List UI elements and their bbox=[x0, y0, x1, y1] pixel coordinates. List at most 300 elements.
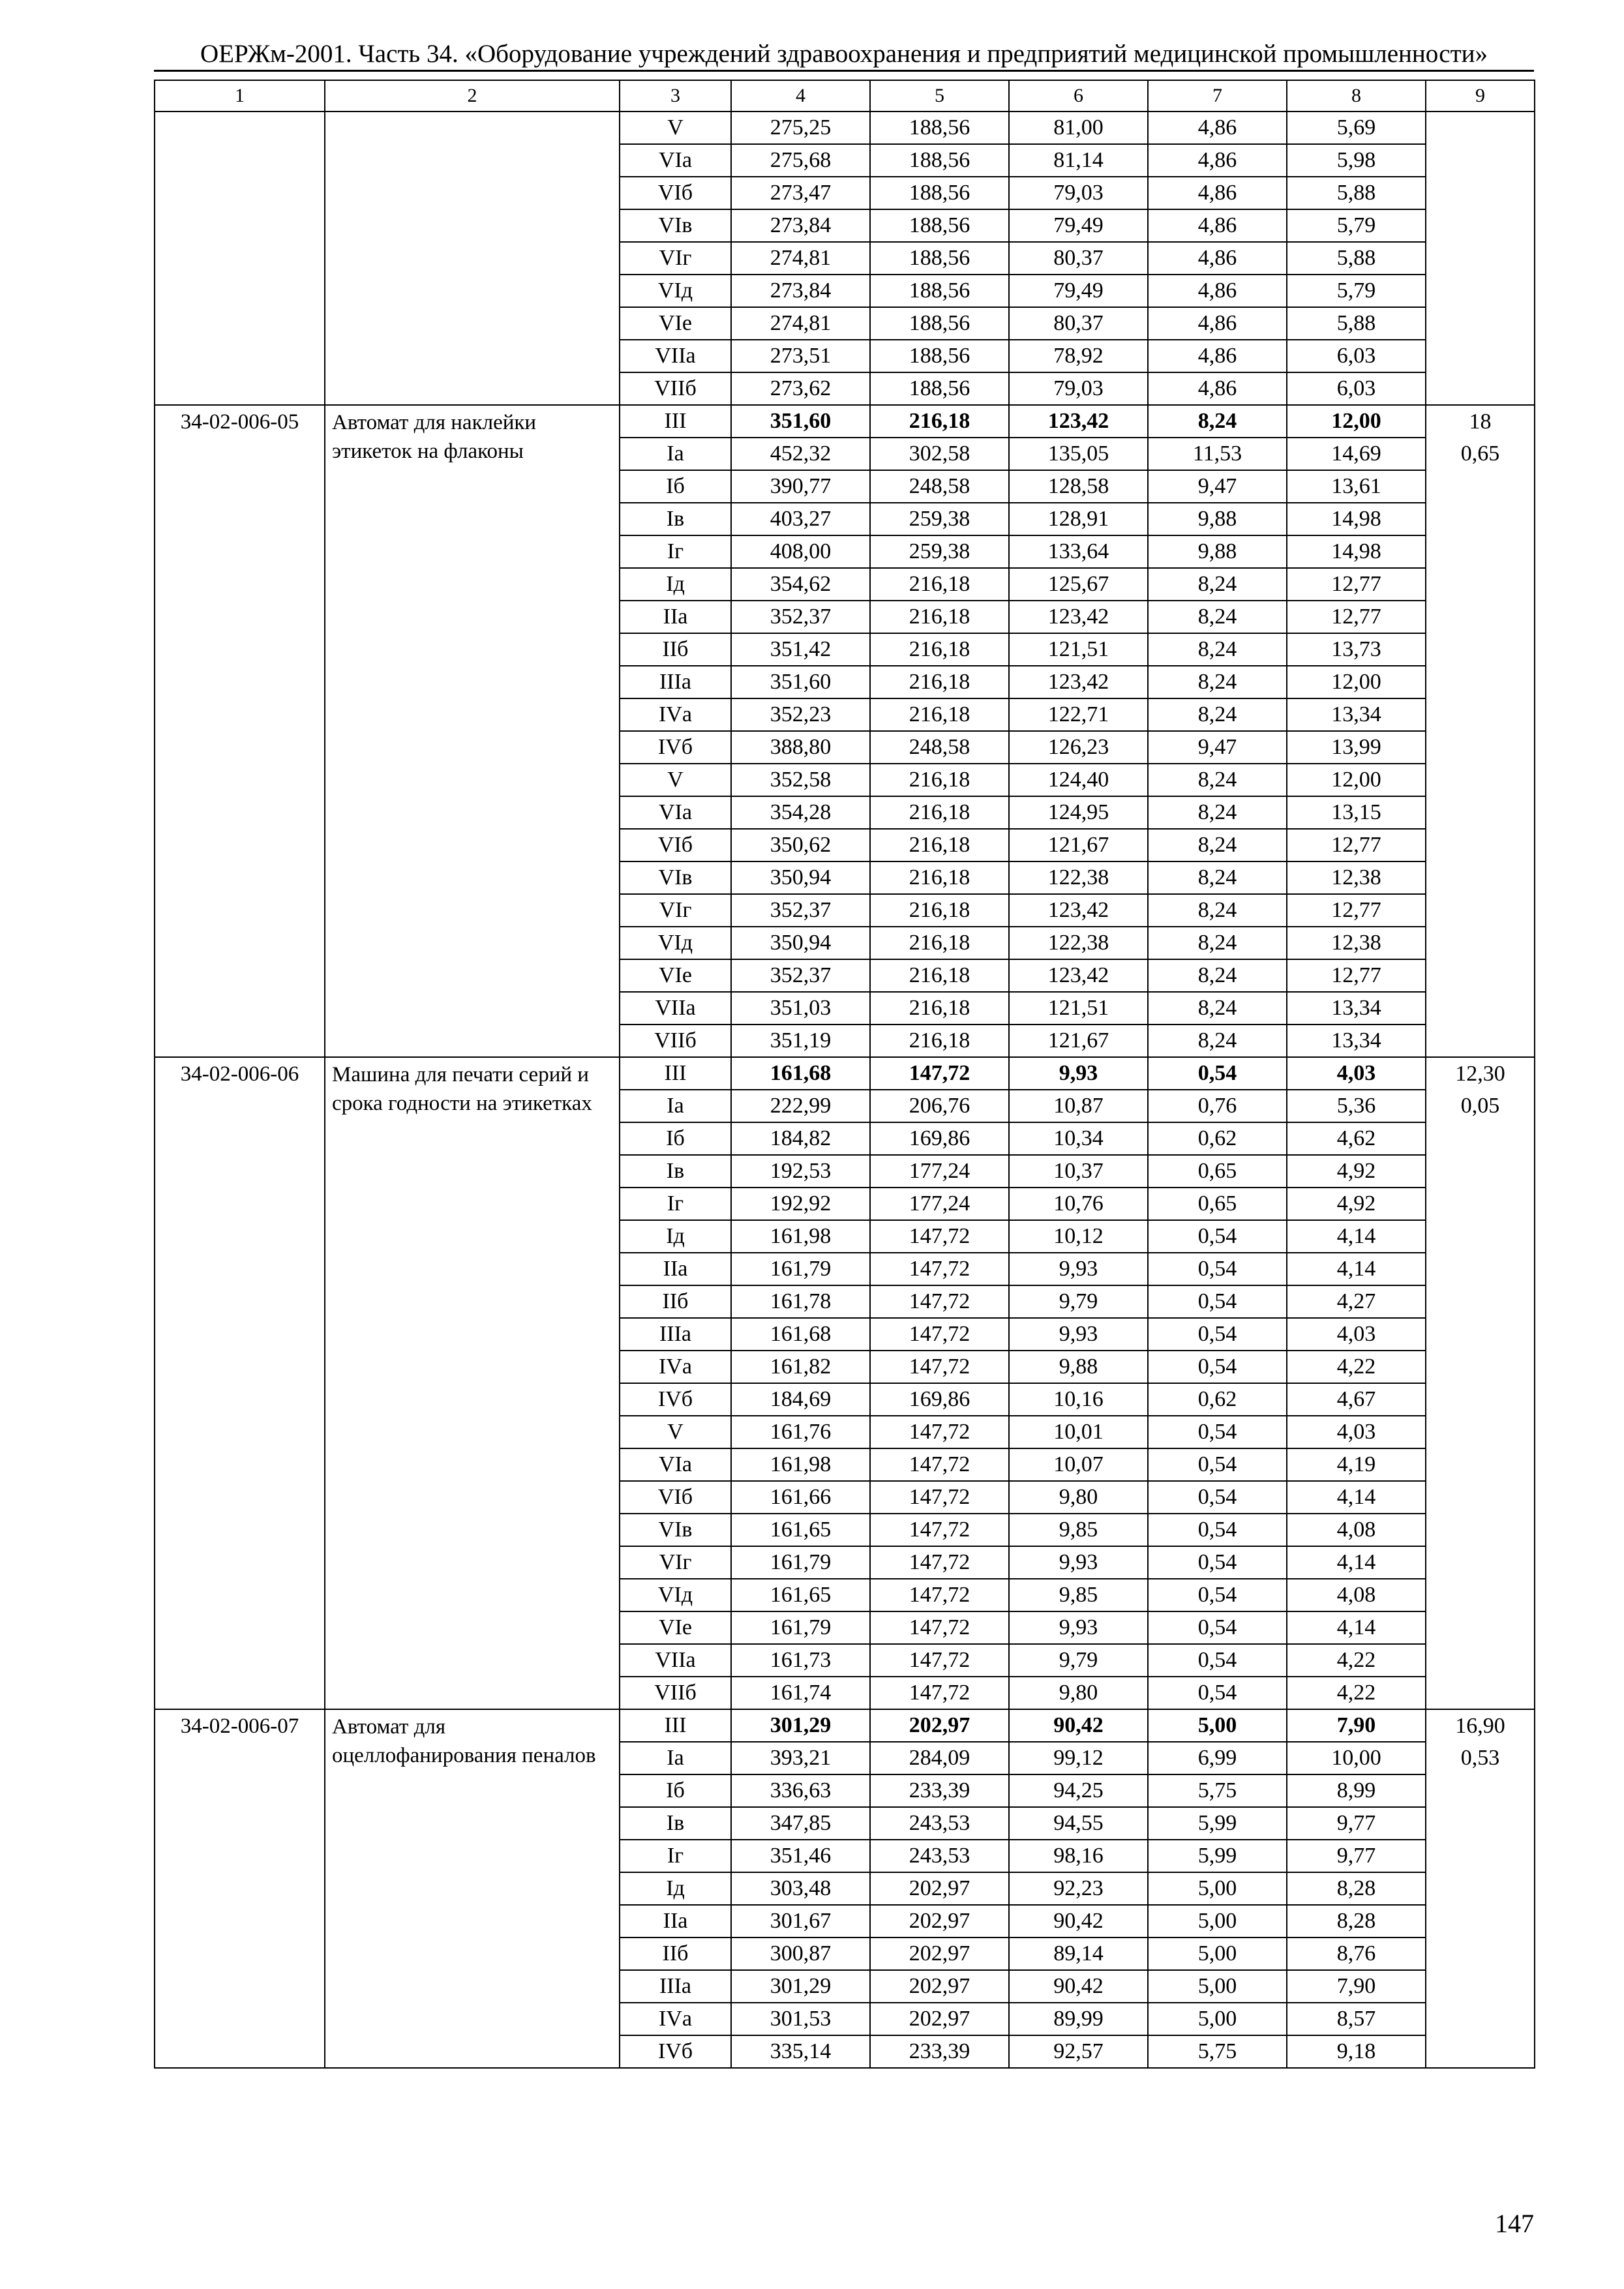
labor-cost bbox=[1426, 1155, 1535, 1188]
machine-operation: 90,42 bbox=[1009, 1709, 1148, 1742]
zone-code: Iа bbox=[620, 1742, 731, 1774]
wages: 147,72 bbox=[870, 1351, 1009, 1383]
labor-cost bbox=[1426, 1905, 1535, 1937]
materials: 8,28 bbox=[1287, 1872, 1426, 1905]
wages: 147,72 bbox=[870, 1514, 1009, 1546]
materials: 14,98 bbox=[1287, 535, 1426, 568]
driver-wages: 4,86 bbox=[1148, 307, 1287, 340]
labor-cost bbox=[1426, 1416, 1535, 1448]
driver-wages: 0,54 bbox=[1148, 1546, 1287, 1579]
labor-cost bbox=[1426, 1122, 1535, 1155]
driver-wages: 4,86 bbox=[1148, 340, 1287, 372]
zone-code: IVа bbox=[620, 2003, 731, 2035]
labor-cost bbox=[1426, 1774, 1535, 1807]
labor-cost bbox=[1426, 1351, 1535, 1383]
total-cost: 184,69 bbox=[731, 1383, 870, 1416]
machine-operation: 128,91 bbox=[1009, 503, 1148, 535]
driver-wages: 9,47 bbox=[1148, 470, 1287, 503]
wages: 216,18 bbox=[870, 959, 1009, 992]
driver-wages: 0,54 bbox=[1148, 1416, 1287, 1448]
zone-code: VIд bbox=[620, 927, 731, 959]
machine-operation: 92,57 bbox=[1009, 2035, 1148, 2068]
driver-wages: 8,24 bbox=[1148, 405, 1287, 438]
total-cost: 393,21 bbox=[731, 1742, 870, 1774]
driver-wages: 4,86 bbox=[1148, 177, 1287, 209]
machine-operation: 78,92 bbox=[1009, 340, 1148, 372]
zone-code: III bbox=[620, 1057, 731, 1090]
zone-code: VIIб bbox=[620, 372, 731, 405]
wages: 188,56 bbox=[870, 307, 1009, 340]
machine-operation: 92,23 bbox=[1009, 1872, 1148, 1905]
zone-code: VIа bbox=[620, 796, 731, 829]
driver-wages: 5,99 bbox=[1148, 1840, 1287, 1872]
machine-operation: 123,42 bbox=[1009, 405, 1148, 438]
zone-code: Iг bbox=[620, 1840, 731, 1872]
driver-wages: 8,24 bbox=[1148, 601, 1287, 633]
labor-cost bbox=[1426, 177, 1535, 209]
labor-cost bbox=[1426, 144, 1535, 177]
driver-wages: 8,24 bbox=[1148, 666, 1287, 698]
materials: 12,77 bbox=[1287, 959, 1426, 992]
labor-cost bbox=[1426, 1025, 1535, 1057]
materials: 12,77 bbox=[1287, 601, 1426, 633]
zone-code: Iб bbox=[620, 1774, 731, 1807]
labor-cost bbox=[1426, 1220, 1535, 1253]
materials: 8,99 bbox=[1287, 1774, 1426, 1807]
machine-operation: 81,00 bbox=[1009, 112, 1148, 144]
wages: 202,97 bbox=[870, 1970, 1009, 2003]
wages: 188,56 bbox=[870, 275, 1009, 307]
wages: 147,72 bbox=[870, 1448, 1009, 1481]
zone-code: V bbox=[620, 1416, 731, 1448]
driver-wages: 5,00 bbox=[1148, 2003, 1287, 2035]
total-cost: 352,37 bbox=[731, 601, 870, 633]
machine-operation: 121,67 bbox=[1009, 1025, 1148, 1057]
wages: 188,56 bbox=[870, 242, 1009, 275]
machine-operation: 126,23 bbox=[1009, 731, 1148, 764]
driver-wages: 8,24 bbox=[1148, 568, 1287, 601]
zone-code: VIв bbox=[620, 209, 731, 242]
wages: 216,18 bbox=[870, 992, 1009, 1025]
column-number: 4 bbox=[731, 80, 870, 112]
materials: 4,22 bbox=[1287, 1644, 1426, 1677]
machine-operation: 9,79 bbox=[1009, 1285, 1148, 1318]
wages: 147,72 bbox=[870, 1253, 1009, 1285]
driver-wages: 4,86 bbox=[1148, 275, 1287, 307]
driver-wages: 8,24 bbox=[1148, 992, 1287, 1025]
machine-operation: 80,37 bbox=[1009, 242, 1148, 275]
materials: 5,88 bbox=[1287, 242, 1426, 275]
driver-wages: 8,24 bbox=[1148, 927, 1287, 959]
labor-cost bbox=[1426, 764, 1535, 796]
zone-code: VIг bbox=[620, 242, 731, 275]
materials: 10,00 bbox=[1287, 1742, 1426, 1774]
driver-wages: 6,99 bbox=[1148, 1742, 1287, 1774]
labor-cost bbox=[1426, 209, 1535, 242]
driver-wages: 8,24 bbox=[1148, 959, 1287, 992]
zone-code: IIIа bbox=[620, 1318, 731, 1351]
driver-wages: 4,86 bbox=[1148, 144, 1287, 177]
wages: 177,24 bbox=[870, 1188, 1009, 1220]
total-cost: 274,81 bbox=[731, 242, 870, 275]
materials: 4,03 bbox=[1287, 1318, 1426, 1351]
zone-code: Iб bbox=[620, 1122, 731, 1155]
labor-cost bbox=[1426, 242, 1535, 275]
materials: 4,27 bbox=[1287, 1285, 1426, 1318]
driver-wages: 9,47 bbox=[1148, 731, 1287, 764]
wages: 147,72 bbox=[870, 1057, 1009, 1090]
total-cost: 303,48 bbox=[731, 1872, 870, 1905]
labor-cost bbox=[1426, 959, 1535, 992]
labor-cost bbox=[1426, 698, 1535, 731]
machine-operation: 9,93 bbox=[1009, 1611, 1148, 1644]
total-cost: 273,84 bbox=[731, 209, 870, 242]
zone-code: IIб bbox=[620, 633, 731, 666]
total-cost: 275,25 bbox=[731, 112, 870, 144]
machine-operation: 9,85 bbox=[1009, 1579, 1148, 1611]
wages: 248,58 bbox=[870, 470, 1009, 503]
zone-code: Iа bbox=[620, 438, 731, 470]
materials: 12,77 bbox=[1287, 894, 1426, 927]
materials: 13,34 bbox=[1287, 1025, 1426, 1057]
materials: 4,03 bbox=[1287, 1057, 1426, 1090]
labor-cost bbox=[1426, 372, 1535, 405]
labor-cost bbox=[1426, 1970, 1535, 2003]
zone-code: VIд bbox=[620, 275, 731, 307]
zone-code: VIб bbox=[620, 177, 731, 209]
total-cost: 161,68 bbox=[731, 1318, 870, 1351]
total-cost: 184,82 bbox=[731, 1122, 870, 1155]
total-cost: 390,77 bbox=[731, 470, 870, 503]
page-number: 147 bbox=[1495, 2209, 1534, 2238]
total-cost: 352,37 bbox=[731, 894, 870, 927]
driver-wages: 5,00 bbox=[1148, 1970, 1287, 2003]
machine-operation: 9,93 bbox=[1009, 1253, 1148, 1285]
machine-operation: 123,42 bbox=[1009, 894, 1148, 927]
driver-wages: 5,00 bbox=[1148, 1872, 1287, 1905]
labor-cost bbox=[1426, 1318, 1535, 1351]
machine-operation: 94,25 bbox=[1009, 1774, 1148, 1807]
total-cost: 388,80 bbox=[731, 731, 870, 764]
machine-operation: 123,42 bbox=[1009, 601, 1148, 633]
column-number: 9 bbox=[1426, 80, 1535, 112]
materials: 7,90 bbox=[1287, 1709, 1426, 1742]
machine-operation: 124,40 bbox=[1009, 764, 1148, 796]
machine-operation: 79,03 bbox=[1009, 372, 1148, 405]
driver-wages: 9,88 bbox=[1148, 503, 1287, 535]
labor-cost bbox=[1426, 470, 1535, 503]
total-cost: 161,79 bbox=[731, 1546, 870, 1579]
resource-code: 34-02-006-07 bbox=[155, 1709, 325, 2068]
machine-operation: 133,64 bbox=[1009, 535, 1148, 568]
labor-cost bbox=[1426, 535, 1535, 568]
total-cost: 161,76 bbox=[731, 1416, 870, 1448]
materials: 4,08 bbox=[1287, 1514, 1426, 1546]
machine-operation: 94,55 bbox=[1009, 1807, 1148, 1840]
wages: 147,72 bbox=[870, 1416, 1009, 1448]
materials: 4,14 bbox=[1287, 1253, 1426, 1285]
zone-code: IVб bbox=[620, 731, 731, 764]
labor-cost bbox=[1426, 1188, 1535, 1220]
machine-operation: 98,16 bbox=[1009, 1840, 1148, 1872]
wages: 248,58 bbox=[870, 731, 1009, 764]
wages: 147,72 bbox=[870, 1285, 1009, 1318]
total-cost: 161,98 bbox=[731, 1448, 870, 1481]
wages: 147,72 bbox=[870, 1220, 1009, 1253]
machine-operation: 10,07 bbox=[1009, 1448, 1148, 1481]
driver-wages: 0,54 bbox=[1148, 1579, 1287, 1611]
total-cost: 161,74 bbox=[731, 1677, 870, 1709]
total-cost: 161,66 bbox=[731, 1481, 870, 1514]
zone-code: Iб bbox=[620, 470, 731, 503]
machine-operation: 9,85 bbox=[1009, 1514, 1148, 1546]
materials: 5,98 bbox=[1287, 144, 1426, 177]
labor-cost bbox=[1426, 633, 1535, 666]
materials: 4,03 bbox=[1287, 1416, 1426, 1448]
driver-wages: 11,53 bbox=[1148, 438, 1287, 470]
driver-wages: 0,54 bbox=[1148, 1318, 1287, 1351]
driver-wages: 8,24 bbox=[1148, 829, 1287, 861]
wages: 147,72 bbox=[870, 1481, 1009, 1514]
wages: 216,18 bbox=[870, 1025, 1009, 1057]
total-cost: 300,87 bbox=[731, 1937, 870, 1970]
table-row bbox=[155, 405, 1535, 438]
zone-code: IIIа bbox=[620, 666, 731, 698]
materials: 13,34 bbox=[1287, 992, 1426, 1025]
machine-operation: 89,14 bbox=[1009, 1937, 1148, 1970]
total-cost: 352,23 bbox=[731, 698, 870, 731]
total-cost: 301,29 bbox=[731, 1709, 870, 1742]
driver-wages: 8,24 bbox=[1148, 796, 1287, 829]
machine-operation: 79,49 bbox=[1009, 209, 1148, 242]
labor-cost bbox=[1426, 666, 1535, 698]
machine-operation: 80,37 bbox=[1009, 307, 1148, 340]
total-cost: 273,47 bbox=[731, 177, 870, 209]
driver-wages: 4,86 bbox=[1148, 209, 1287, 242]
zone-code: VIа bbox=[620, 1448, 731, 1481]
materials: 6,03 bbox=[1287, 340, 1426, 372]
materials: 14,69 bbox=[1287, 438, 1426, 470]
labor-cost: 0,53 bbox=[1426, 1742, 1535, 1774]
materials: 5,79 bbox=[1287, 209, 1426, 242]
total-cost: 161,78 bbox=[731, 1285, 870, 1318]
driver-wages: 5,99 bbox=[1148, 1807, 1287, 1840]
driver-wages: 9,88 bbox=[1148, 535, 1287, 568]
wages: 216,18 bbox=[870, 829, 1009, 861]
materials: 12,00 bbox=[1287, 764, 1426, 796]
wages: 216,18 bbox=[870, 861, 1009, 894]
column-number: 2 bbox=[325, 80, 620, 112]
materials: 5,36 bbox=[1287, 1090, 1426, 1122]
wages: 188,56 bbox=[870, 144, 1009, 177]
total-cost: 351,19 bbox=[731, 1025, 870, 1057]
zone-code: V bbox=[620, 764, 731, 796]
machine-operation: 125,67 bbox=[1009, 568, 1148, 601]
machine-operation: 135,05 bbox=[1009, 438, 1148, 470]
driver-wages: 0,54 bbox=[1148, 1220, 1287, 1253]
materials: 5,69 bbox=[1287, 112, 1426, 144]
zone-code: IIб bbox=[620, 1937, 731, 1970]
wages: 202,97 bbox=[870, 1905, 1009, 1937]
zone-code: VIг bbox=[620, 894, 731, 927]
wages: 216,18 bbox=[870, 927, 1009, 959]
resource-code bbox=[155, 112, 325, 405]
labor-cost bbox=[1426, 1285, 1535, 1318]
labor-cost bbox=[1426, 992, 1535, 1025]
materials: 12,77 bbox=[1287, 568, 1426, 601]
zone-code: Iв bbox=[620, 1155, 731, 1188]
total-cost: 161,65 bbox=[731, 1514, 870, 1546]
materials: 7,90 bbox=[1287, 1970, 1426, 2003]
materials: 9,77 bbox=[1287, 1840, 1426, 1872]
zone-code: Iд bbox=[620, 1220, 731, 1253]
zone-code: Iа bbox=[620, 1090, 731, 1122]
driver-wages: 5,00 bbox=[1148, 1905, 1287, 1937]
materials: 4,22 bbox=[1287, 1351, 1426, 1383]
zone-code: III bbox=[620, 405, 731, 438]
total-cost: 354,62 bbox=[731, 568, 870, 601]
labor-cost bbox=[1426, 1611, 1535, 1644]
wages: 206,76 bbox=[870, 1090, 1009, 1122]
rates-table bbox=[154, 80, 1535, 2069]
materials: 4,14 bbox=[1287, 1481, 1426, 1514]
wages: 216,18 bbox=[870, 568, 1009, 601]
labor-cost bbox=[1426, 1937, 1535, 1970]
machine-operation: 10,16 bbox=[1009, 1383, 1148, 1416]
zone-code: III bbox=[620, 1709, 731, 1742]
labor-cost bbox=[1426, 2035, 1535, 2068]
resource-name: Автомат для наклейки этикеток на флаконы bbox=[325, 405, 620, 1057]
zone-code: IIа bbox=[620, 1905, 731, 1937]
zone-code: IVа bbox=[620, 1351, 731, 1383]
materials: 13,34 bbox=[1287, 698, 1426, 731]
labor-cost bbox=[1426, 1448, 1535, 1481]
driver-wages: 0,54 bbox=[1148, 1285, 1287, 1318]
column-number-row bbox=[155, 80, 1535, 112]
resource-name bbox=[325, 112, 620, 405]
zone-code: IIа bbox=[620, 1253, 731, 1285]
table-row bbox=[155, 112, 1535, 144]
labor-cost: 18 bbox=[1426, 405, 1535, 438]
labor-cost: 12,30 bbox=[1426, 1057, 1535, 1090]
machine-operation: 99,12 bbox=[1009, 1742, 1148, 1774]
resource-name: Машина для печати серий и срока годности на этикетках bbox=[325, 1057, 620, 1709]
labor-cost bbox=[1426, 731, 1535, 764]
zone-code: VIIб bbox=[620, 1025, 731, 1057]
driver-wages: 0,62 bbox=[1148, 1383, 1287, 1416]
wages: 147,72 bbox=[870, 1579, 1009, 1611]
total-cost: 452,32 bbox=[731, 438, 870, 470]
total-cost: 161,79 bbox=[731, 1611, 870, 1644]
machine-operation: 9,93 bbox=[1009, 1057, 1148, 1090]
resource-code: 34-02-006-05 bbox=[155, 405, 325, 1057]
total-cost: 301,53 bbox=[731, 2003, 870, 2035]
materials: 13,15 bbox=[1287, 796, 1426, 829]
driver-wages: 0,54 bbox=[1148, 1481, 1287, 1514]
labor-cost bbox=[1426, 861, 1535, 894]
total-cost: 273,51 bbox=[731, 340, 870, 372]
zone-code: VIIа bbox=[620, 1644, 731, 1677]
total-cost: 350,94 bbox=[731, 927, 870, 959]
machine-operation: 10,12 bbox=[1009, 1220, 1148, 1253]
driver-wages: 0,65 bbox=[1148, 1188, 1287, 1220]
total-cost: 192,92 bbox=[731, 1188, 870, 1220]
total-cost: 347,85 bbox=[731, 1807, 870, 1840]
machine-operation: 122,38 bbox=[1009, 927, 1148, 959]
materials: 4,14 bbox=[1287, 1220, 1426, 1253]
zone-code: VIб bbox=[620, 829, 731, 861]
driver-wages: 0,65 bbox=[1148, 1155, 1287, 1188]
materials: 12,77 bbox=[1287, 829, 1426, 861]
machine-operation: 123,42 bbox=[1009, 959, 1148, 992]
table-row bbox=[155, 1057, 1535, 1090]
labor-cost bbox=[1426, 894, 1535, 927]
wages: 147,72 bbox=[870, 1546, 1009, 1579]
materials: 4,22 bbox=[1287, 1677, 1426, 1709]
zone-code: IVб bbox=[620, 2035, 731, 2068]
materials: 12,38 bbox=[1287, 927, 1426, 959]
column-number: 8 bbox=[1287, 80, 1426, 112]
materials: 13,73 bbox=[1287, 633, 1426, 666]
total-cost: 335,14 bbox=[731, 2035, 870, 2068]
driver-wages: 8,24 bbox=[1148, 1025, 1287, 1057]
machine-operation: 9,93 bbox=[1009, 1318, 1148, 1351]
machine-operation: 121,51 bbox=[1009, 633, 1148, 666]
machine-operation: 122,38 bbox=[1009, 861, 1148, 894]
materials: 4,67 bbox=[1287, 1383, 1426, 1416]
machine-operation: 122,71 bbox=[1009, 698, 1148, 731]
wages: 216,18 bbox=[870, 601, 1009, 633]
labor-cost bbox=[1426, 1677, 1535, 1709]
wages: 169,86 bbox=[870, 1122, 1009, 1155]
total-cost: 351,60 bbox=[731, 405, 870, 438]
total-cost: 161,98 bbox=[731, 1220, 870, 1253]
zone-code: VIIа bbox=[620, 340, 731, 372]
labor-cost bbox=[1426, 1579, 1535, 1611]
wages: 233,39 bbox=[870, 1774, 1009, 1807]
total-cost: 192,53 bbox=[731, 1155, 870, 1188]
total-cost: 161,79 bbox=[731, 1253, 870, 1285]
column-number: 6 bbox=[1009, 80, 1148, 112]
driver-wages: 8,24 bbox=[1148, 764, 1287, 796]
total-cost: 351,46 bbox=[731, 1840, 870, 1872]
total-cost: 301,29 bbox=[731, 1970, 870, 2003]
driver-wages: 8,24 bbox=[1148, 894, 1287, 927]
driver-wages: 4,86 bbox=[1148, 242, 1287, 275]
machine-operation: 9,93 bbox=[1009, 1546, 1148, 1579]
machine-operation: 10,76 bbox=[1009, 1188, 1148, 1220]
total-cost: 336,63 bbox=[731, 1774, 870, 1807]
labor-cost: 16,90 bbox=[1426, 1709, 1535, 1742]
materials: 4,08 bbox=[1287, 1579, 1426, 1611]
wages: 216,18 bbox=[870, 894, 1009, 927]
wages: 202,97 bbox=[870, 1872, 1009, 1905]
total-cost: 161,65 bbox=[731, 1579, 870, 1611]
zone-code: VIIб bbox=[620, 1677, 731, 1709]
materials: 4,19 bbox=[1287, 1448, 1426, 1481]
labor-cost bbox=[1426, 1872, 1535, 1905]
machine-operation: 10,87 bbox=[1009, 1090, 1148, 1122]
wages: 188,56 bbox=[870, 177, 1009, 209]
labor-cost bbox=[1426, 1840, 1535, 1872]
driver-wages: 5,75 bbox=[1148, 1774, 1287, 1807]
zone-code: VIв bbox=[620, 1514, 731, 1546]
driver-wages: 5,00 bbox=[1148, 1937, 1287, 1970]
driver-wages: 0,54 bbox=[1148, 1611, 1287, 1644]
resource-code: 34-02-006-06 bbox=[155, 1057, 325, 1709]
materials: 6,03 bbox=[1287, 372, 1426, 405]
labor-cost bbox=[1426, 927, 1535, 959]
